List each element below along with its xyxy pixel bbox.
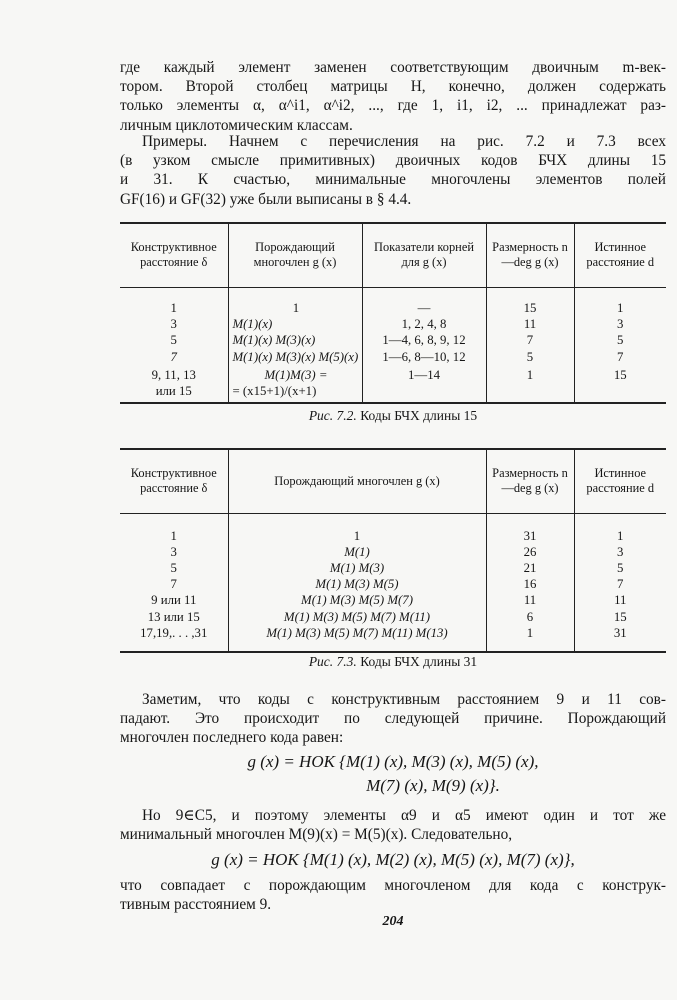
- table-cell: 1: [617, 300, 624, 315]
- header-true-distance: Истинное расстояние d: [574, 223, 666, 287]
- column-generator-polynomial: [228, 513, 486, 652]
- header-generator-polynomial: Порождающий многочлен g (x): [228, 449, 486, 513]
- column-dimension: [486, 513, 574, 652]
- table-cell: 11: [523, 593, 537, 608]
- table-cell: 5: [526, 350, 534, 365]
- table-cell: M(1) M(3) M(5): [315, 577, 399, 592]
- bch-table-length-31: [120, 448, 666, 653]
- header-root-exponents: Показатели корней для g (x): [362, 223, 486, 287]
- table-cell: 7: [170, 577, 177, 592]
- bch-table-length-15: [120, 222, 666, 404]
- header-dimension: Размерность n—deg g (x): [486, 223, 574, 287]
- text-line: только элементы α, α^i1, α^i2, ..., где 1, i1, i2, ... принадлежат раз-: [120, 97, 666, 115]
- header-design-distance: Конструктивное расстояние δ: [120, 449, 228, 513]
- text-line: (в узком смысле примитивных) двоичных кодов БЧХ длины 15: [120, 152, 666, 170]
- intro-paragraph: [120, 58, 666, 135]
- text-line: где каждый элемент заменен соответствующим двоичным m-век-: [120, 59, 666, 76]
- table-cell: 1: [526, 625, 534, 640]
- text-line: и 31. К счастью, минимальные многочлены элементов полей: [120, 171, 666, 189]
- text-line: что совпадает с порождающим многочленом для кода с конструк-: [120, 877, 666, 894]
- text-line: Но 9∈C5, и поэтому элементы α9 и α5 имеют один и тот же: [142, 807, 666, 824]
- figure-caption-7-3: [120, 654, 666, 670]
- column-true-distance: [574, 513, 666, 652]
- text-line: Заметим, что коды с конструктивным расстоянием 9 и 11 сов-: [142, 691, 666, 708]
- table-cell: 15: [613, 368, 627, 383]
- table-cell: 3: [170, 544, 177, 559]
- table-cell: 7: [617, 350, 624, 365]
- header-generator-polynomial: Порождающий многочлен g (x): [228, 223, 362, 287]
- text-line: многочлен последнего кода равен:: [120, 729, 344, 747]
- table-cell: M(1)(x): [232, 316, 273, 331]
- column-design-distance: [120, 513, 228, 652]
- table-cell: 11: [614, 593, 627, 608]
- table-cell: M(1)M(3) =: [264, 368, 328, 383]
- table-cell: 1—6, 8—10, 12: [382, 350, 466, 365]
- table-cell: 15: [523, 300, 537, 315]
- table-cell: 5: [617, 560, 624, 575]
- table-cell: 1: [292, 300, 300, 315]
- table-cell: 1—14: [408, 368, 440, 383]
- table-cell: 15: [613, 609, 627, 624]
- table-cell: 6: [526, 609, 534, 624]
- table-cell: 7: [526, 332, 534, 347]
- column-dimension: [486, 287, 574, 403]
- table-cell: 1: [617, 528, 624, 543]
- table-cell: M(1) M(3) M(5) M(7) M(11) M(13): [266, 625, 448, 640]
- formula-lcm-line-2: M(7) (x), M(9) (x)}.: [366, 776, 500, 795]
- text-line: тором. Второй столбец матрицы H, конечно, должен содержать: [120, 78, 666, 96]
- header-design-distance: Конструктивное расстояние δ: [120, 223, 228, 287]
- table-cell: 1: [353, 528, 361, 543]
- table-cell: 3: [617, 544, 624, 559]
- table-cell: 16: [523, 577, 537, 592]
- table-body: [120, 287, 666, 403]
- table-cell: M(1) M(3): [329, 560, 385, 575]
- caption-number: Рис. 7.3.: [308, 654, 357, 669]
- table-cell: 21: [523, 560, 537, 575]
- table-body: [120, 513, 666, 652]
- table-cell: = (x15+1)/(x+1): [232, 384, 317, 399]
- table-cell: 1: [526, 368, 534, 383]
- table-cell: 11: [523, 316, 537, 331]
- table-cell: 7: [170, 350, 177, 365]
- text-line: падают. Это происходит по следующей причине. Порождающий: [120, 710, 666, 728]
- table-cell: —: [417, 300, 431, 315]
- caption-number: Рис. 7.2.: [308, 408, 357, 423]
- caption-text: Коды БЧХ длины 31: [360, 654, 478, 669]
- table-cell: M(1)(x) M(3)(x): [232, 332, 316, 347]
- but-paragraph: [120, 806, 666, 844]
- column-root-exponents: [362, 287, 486, 403]
- column-true-distance: [574, 287, 666, 403]
- table-cell: 3: [617, 316, 624, 331]
- table-cell: 9, 11, 13: [151, 368, 196, 383]
- examples-paragraph: [120, 132, 666, 209]
- table-cell: 5: [170, 560, 177, 575]
- text-line: тивным расстоянием 9.: [120, 896, 272, 914]
- text-line: минимальный многочлен M(9)(x) = M(5)(x). Следовательно,: [120, 826, 513, 844]
- table-cell: M(1)(x) M(3)(x) M(5)(x): [232, 350, 359, 365]
- table-cell: 9 или 11: [151, 593, 197, 608]
- page-number: 204: [382, 914, 404, 929]
- table-cell: 26: [523, 544, 537, 559]
- table-cell: 31: [523, 528, 537, 543]
- table-cell: 7: [617, 577, 624, 592]
- table-header-row: [120, 223, 666, 287]
- table-cell: M(1): [344, 544, 370, 559]
- formula-lcm-final: g (x) = НОК {M(1) (x), M(2) (x), M(5) (x), M(7) (x)},: [211, 850, 575, 869]
- text-line: Примеры. Начнем с перечисления на рис. 7.2 и 7.3 всех: [142, 133, 666, 150]
- table-cell: 17,19,. . . ,31: [140, 625, 208, 640]
- table-cell: 1—4, 6, 8, 9, 12: [382, 332, 466, 347]
- formula-lcm-line-1: g (x) = НОК {M(1) (x), M(3) (x), M(5) (x),: [247, 752, 539, 771]
- text-line: GF(16) и GF(32) уже были выписаны в § 4.4.: [120, 190, 412, 208]
- header-dimension: Размерность n—deg g (x): [486, 449, 574, 513]
- remark-paragraph: [120, 690, 666, 748]
- column-generator-polynomial: [228, 287, 362, 403]
- column-design-distance: [120, 287, 228, 403]
- table-cell: 5: [617, 332, 624, 347]
- table-cell: 13 или 15: [147, 609, 200, 624]
- table-cell: 1: [170, 300, 177, 315]
- table-header-row: [120, 449, 666, 513]
- table-cell: M(1) M(3) M(5) M(7): [301, 593, 413, 608]
- table-cell: или 15: [155, 384, 192, 399]
- table-cell: 5: [170, 332, 177, 347]
- caption-text: Коды БЧХ длины 15: [360, 408, 478, 423]
- text-line: личным циклотомическим классам.: [120, 116, 353, 134]
- table-cell: 1: [170, 528, 177, 543]
- final-paragraph: [120, 876, 666, 914]
- figure-caption-7-2: [120, 408, 666, 424]
- table-cell: 31: [613, 625, 627, 640]
- header-true-distance: Истинное расстояние d: [574, 449, 666, 513]
- table-cell: 1, 2, 4, 8: [401, 316, 447, 331]
- table-cell: 3: [170, 316, 177, 331]
- table-cell: M(1) M(3) M(5) M(7) M(11): [283, 609, 431, 624]
